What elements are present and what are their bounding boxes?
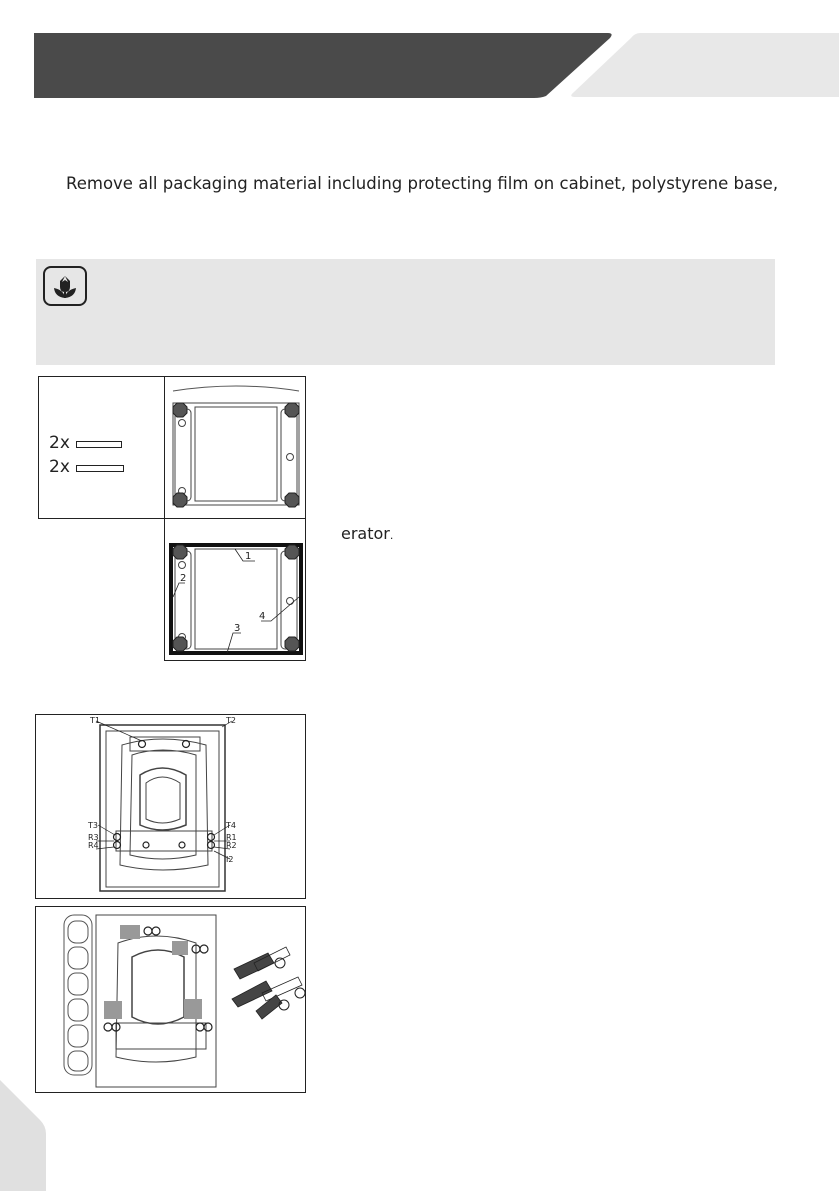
label-t3: T3 xyxy=(88,821,98,830)
tulip-icon xyxy=(43,266,87,306)
page-corner-tab xyxy=(0,1080,80,1191)
base-label-2: 2 xyxy=(180,573,187,584)
base-figure-top xyxy=(164,376,306,519)
label-i2: I2 xyxy=(226,855,234,864)
short-spacer-bar xyxy=(76,441,122,448)
base-figure-labelled xyxy=(164,518,306,661)
parts-figure xyxy=(38,376,166,519)
parts-qty-2: 2x xyxy=(49,457,70,477)
label-r4: R4 xyxy=(88,841,99,850)
base-label-3: 3 xyxy=(234,623,241,634)
side-text-word: erator xyxy=(341,524,390,543)
label-t2: T2 xyxy=(226,716,236,725)
base-label-1: 1 xyxy=(245,551,252,562)
transport-bolts-figure xyxy=(35,714,306,899)
side-text xyxy=(341,524,393,543)
removed-bolts-figure xyxy=(35,906,306,1093)
note-box xyxy=(36,259,775,365)
long-spacer-bar xyxy=(76,465,124,472)
label-r2: R2 xyxy=(226,841,237,850)
label-r1: R1 xyxy=(226,833,237,842)
header-bar xyxy=(0,0,839,110)
label-t1: T1 xyxy=(90,716,100,725)
intro-text: Remove all packaging material including protecting film on cabinet, polystyrene base, xyxy=(66,174,779,193)
parts-qty-1: 2x xyxy=(49,433,70,453)
header-title-bar xyxy=(34,33,612,98)
side-text-suffix: . xyxy=(389,529,394,542)
label-t4: T4 xyxy=(226,821,236,830)
label-r3: R3 xyxy=(88,833,99,842)
header-tab xyxy=(571,33,839,97)
base-label-4: 4 xyxy=(259,611,266,622)
